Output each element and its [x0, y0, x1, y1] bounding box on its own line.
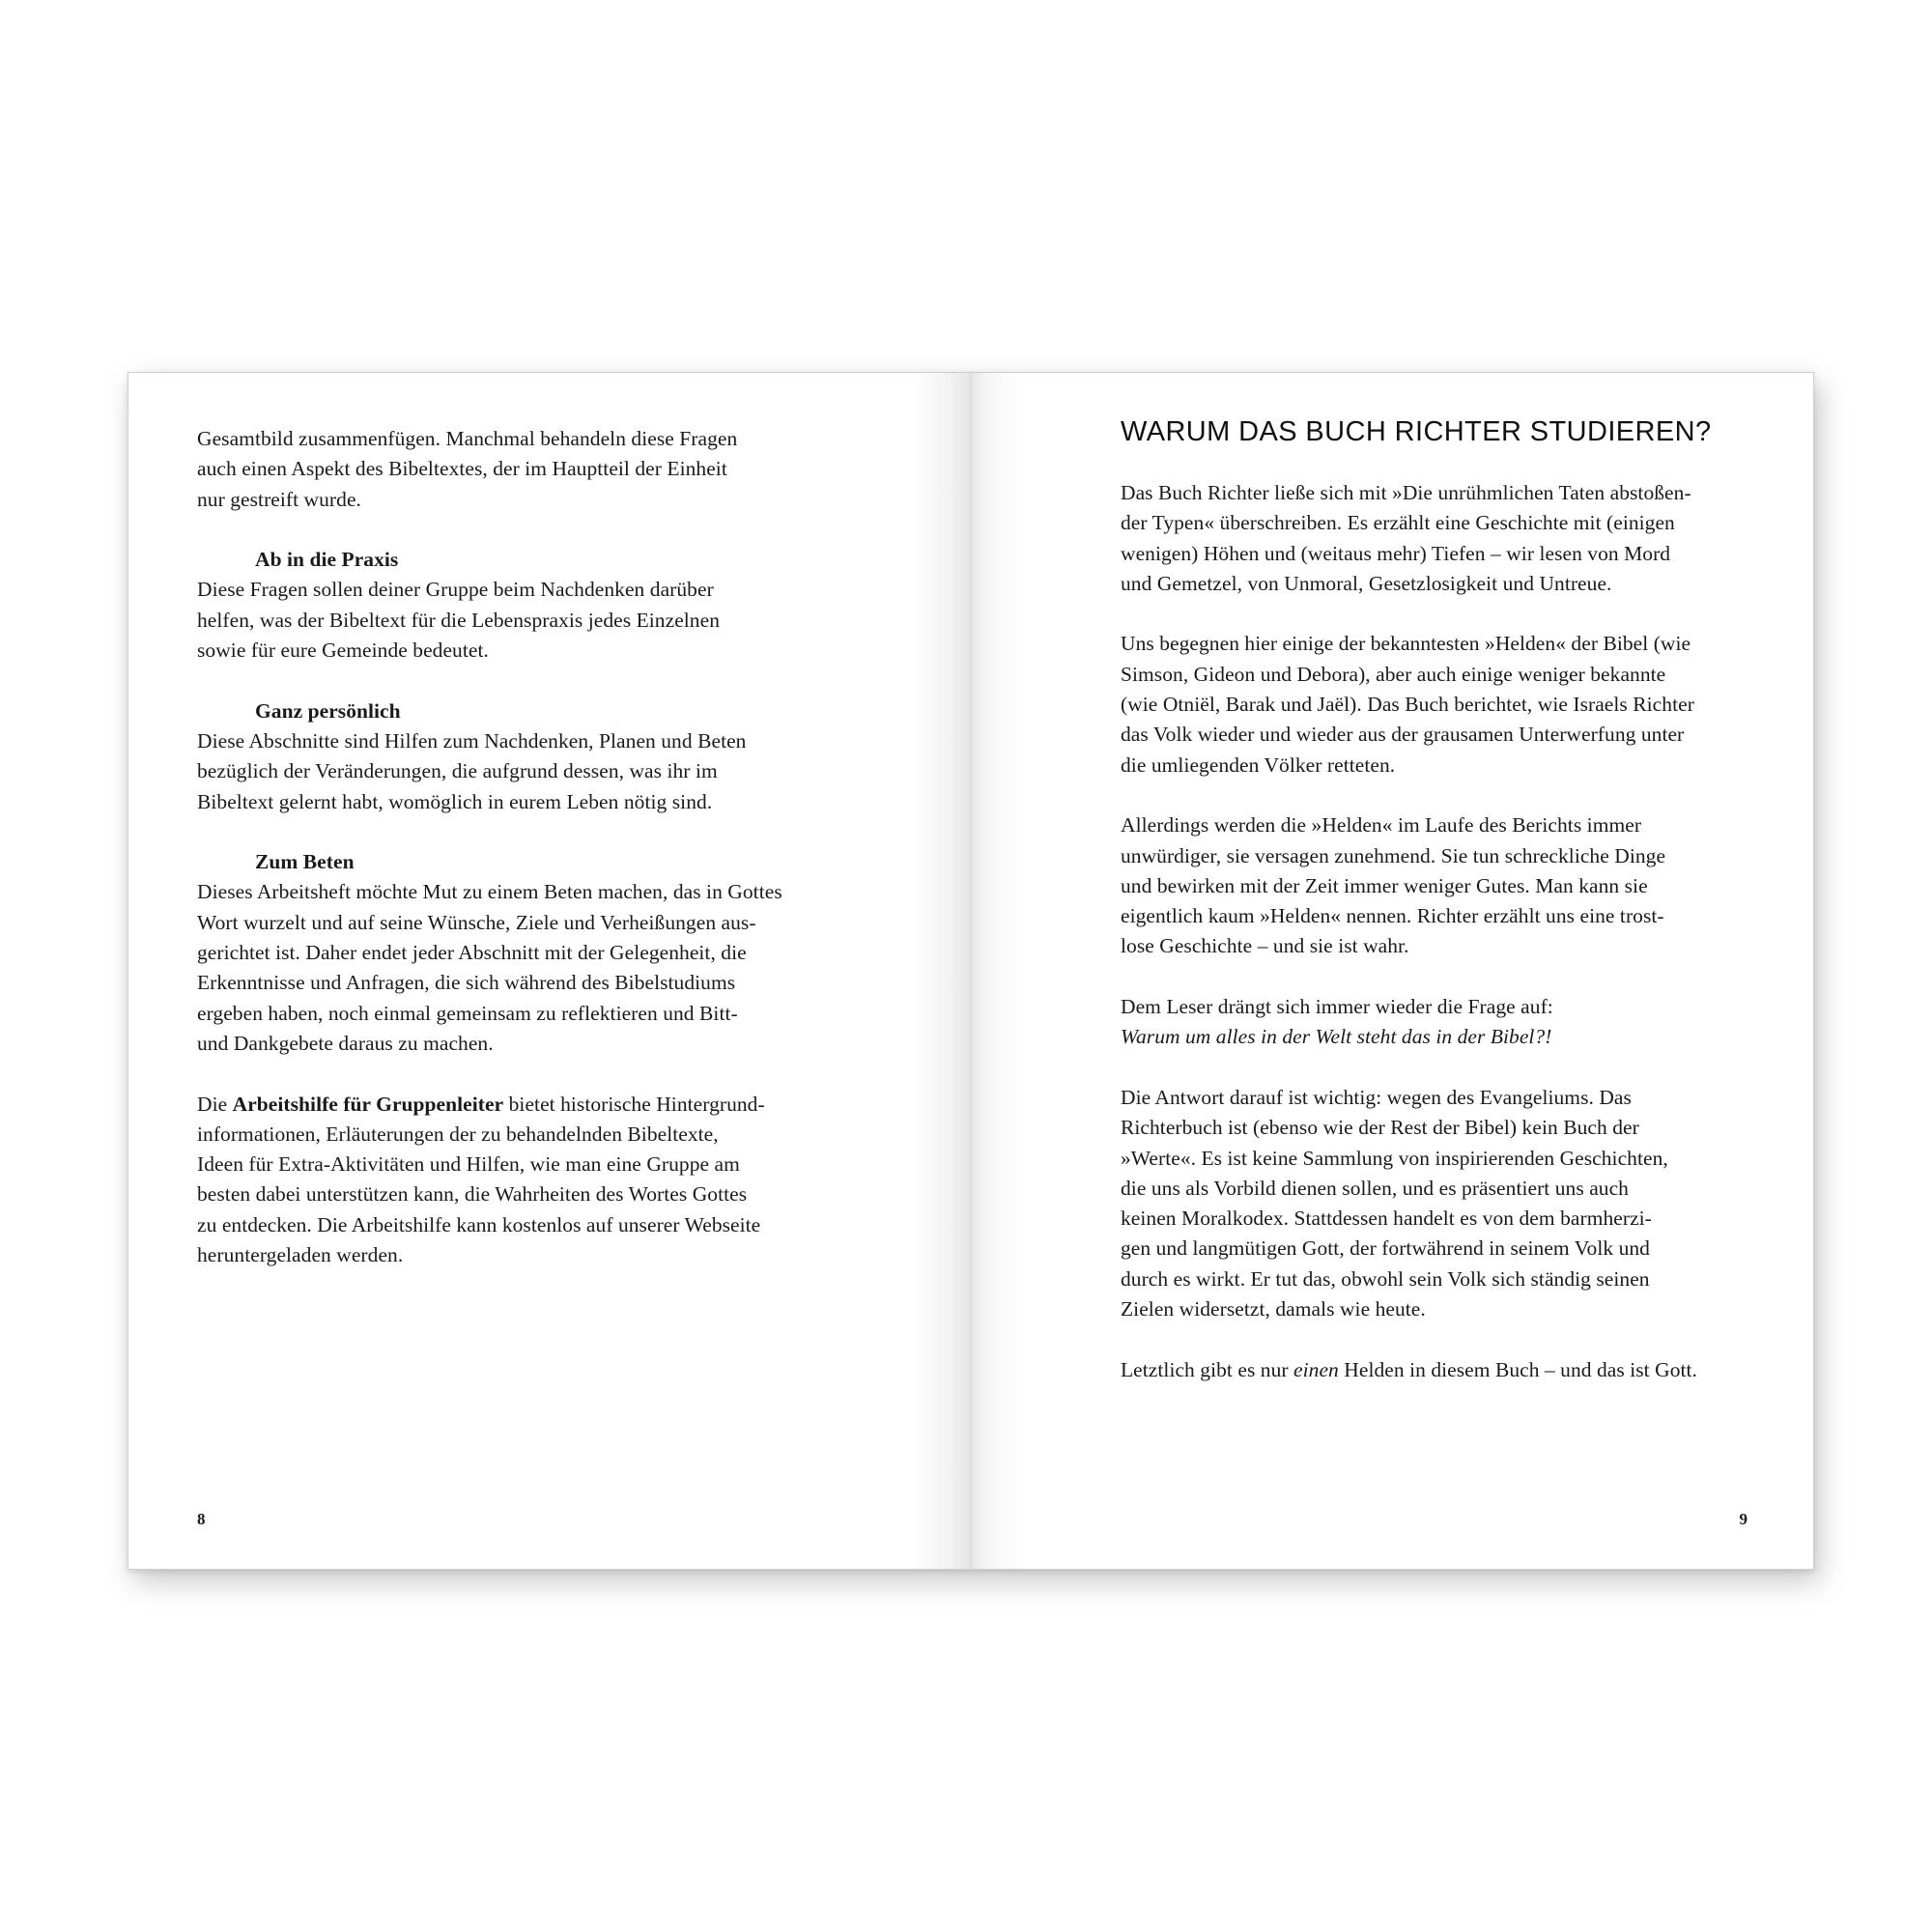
text-line: bezüglich der Veränderungen, die aufgrund dessen, was ihr im — [197, 759, 718, 783]
text-line: Bibeltext gelernt habt, womöglich in eurem Leben nötig sind. — [197, 789, 713, 813]
left-page — [128, 373, 971, 1569]
text-fragment: Die — [197, 1092, 233, 1116]
section-heading-persoenlich: Ganz persönlich — [255, 698, 401, 723]
text-line: Wort wurzelt und auf seine Wünsche, Ziele und Verheißungen aus- — [197, 910, 756, 934]
text-line: die uns als Vorbild dienen sollen, und es präsentiert uns auch — [1121, 1176, 1629, 1200]
text-line: durch es wirkt. Er tut das, obwohl sein Volk sich ständig seinen — [1121, 1266, 1650, 1291]
text-line: Dieses Arbeitsheft möchte Mut zu einem Beten machen, das in Gottes — [197, 880, 782, 904]
left-page-text — [197, 424, 835, 1270]
text-line: gen und langmütigen Gott, der fortwährend in seinem Volk und — [1121, 1236, 1650, 1261]
text-line: Simson, Gideon und Debora), aber auch einige weniger bekannte — [1121, 662, 1666, 686]
bold-term: Arbeitshilfe für Gruppenleiter — [232, 1092, 504, 1116]
text-fragment: Letztlich gibt es nur — [1121, 1357, 1294, 1381]
text-line: keinen Moralkodex. Stattdessen handelt es von dem barmherzi- — [1121, 1207, 1652, 1231]
book-spread — [128, 372, 1814, 1570]
text-line: die umliegenden Völker retteten. — [1121, 753, 1396, 777]
text-line: Allerdings werden die »Helden« im Laufe des Berichts immer — [1121, 813, 1642, 838]
text-line: besten dabei unterstützen kann, die Wahrheiten des Wortes Gottes — [197, 1182, 748, 1207]
text-line: Das Buch Richter ließe sich mit »Die unrühmlichen Taten abstoßen- — [1121, 481, 1691, 504]
text-line: unwürdiger, sie versagen zunehmend. Sie tun schreckliche Dinge — [1121, 843, 1666, 867]
italic-text: einen — [1293, 1357, 1339, 1381]
text-fragment: Helden in diesem Buch – und das ist Gott. — [1338, 1357, 1697, 1381]
text-line: sowie für eure Gemeinde bedeutet. — [197, 639, 489, 663]
page-title: WARUM DAS BUCH RICHTER STUDIEREN? — [1121, 416, 1712, 447]
text-line: Dem Leser drängt sich immer wieder die Frage auf: — [1121, 995, 1553, 1019]
text-line: Diese Abschnitte sind Hilfen zum Nachdenken, Planen und Beten — [197, 728, 747, 753]
text-line: und Gemetzel, von Unmoral, Gesetzlosigkeit und Untreue. — [1121, 571, 1612, 595]
text-line — [197, 1090, 835, 1120]
text-line: gerichtet ist. Daher endet jeder Abschnitt mit der Gelegenheit, die — [197, 941, 747, 965]
right-page-text — [1121, 478, 1748, 1385]
text-line: Ideen für Extra-Aktivitäten und Hilfen, wie man eine Gruppe am — [197, 1152, 740, 1177]
text-line: Diese Fragen sollen deiner Gruppe beim Nachdenken darüber — [197, 578, 714, 602]
text-line: eigentlich kaum »Helden« nennen. Richter erzählt uns eine trost- — [1121, 904, 1664, 928]
text-line: nur gestreift wurde. — [197, 487, 361, 511]
text-line: Uns begegnen hier einige der bekanntesten »Helden« der Bibel (wie — [1121, 632, 1691, 656]
text-line: und Dankgebete daraus zu machen. — [197, 1031, 494, 1055]
text-line: wenigen) Höhen und (weitaus mehr) Tiefen – wir lesen von Mord — [1121, 541, 1671, 565]
text-line: auch einen Aspekt des Bibeltextes, der im Hauptteil der Einheit — [197, 457, 727, 481]
italic-question — [1121, 1022, 1748, 1052]
text-line: (wie Otniël, Barak und Jaël). Das Buch berichtet, wie Israels Richter — [1121, 693, 1694, 717]
section-heading-beten: Zum Beten — [255, 850, 355, 874]
page-number-left: 8 — [197, 1510, 206, 1528]
right-page — [971, 373, 1813, 1569]
text-line: Richterbuch ist (ebenso wie der Rest der Bibel) kein Buch der — [1121, 1116, 1639, 1140]
text-line: lose Geschichte – und sie ist wahr. — [1121, 934, 1409, 958]
text-line: das Volk wieder und wieder aus der grausamen Unterwerfung unter — [1121, 723, 1685, 747]
text-line: Die Antwort darauf ist wichtig: wegen des Evangeliums. Das — [1121, 1085, 1632, 1109]
text-line: zu entdecken. Die Arbeitshilfe kann kostenlos auf unserer Webseite — [197, 1212, 761, 1236]
section-heading-praxis: Ab in die Praxis — [255, 548, 399, 572]
italic-text: Warum um alles in der Welt steht das in der Bibel?! — [1121, 1025, 1552, 1049]
text-line: der Typen« überschreiben. Es erzählt eine Geschichte mit (einigen — [1121, 511, 1675, 535]
text-line: helfen, was der Bibeltext für die Lebenspraxis jedes Einzelnen — [197, 608, 720, 632]
text-line — [1121, 1355, 1748, 1385]
text-line: ergeben haben, noch einmal gemeinsam zu reflektieren und Bitt- — [197, 1001, 738, 1025]
text-fragment: bietet historische Hintergrund- — [503, 1092, 765, 1116]
text-line: Erkenntnisse und Anfragen, die sich während des Bibelstudiums — [197, 971, 736, 995]
text-line: Zielen widersetzt, damals wie heute. — [1121, 1297, 1426, 1321]
page-number-right: 9 — [1739, 1510, 1747, 1528]
text-line: heruntergeladen werden. — [197, 1243, 404, 1267]
text-line: und bewirken mit der Zeit immer weniger Gutes. Man kann sie — [1121, 873, 1648, 897]
text-line: »Werte«. Es ist keine Sammlung von inspirierenden Geschichten, — [1121, 1146, 1668, 1170]
text-line: informationen, Erläuterungen der zu behandelnden Bibeltexte, — [197, 1122, 719, 1146]
text-line: Gesamtbild zusammenfügen. Manchmal behandeln diese Fragen — [197, 427, 738, 450]
